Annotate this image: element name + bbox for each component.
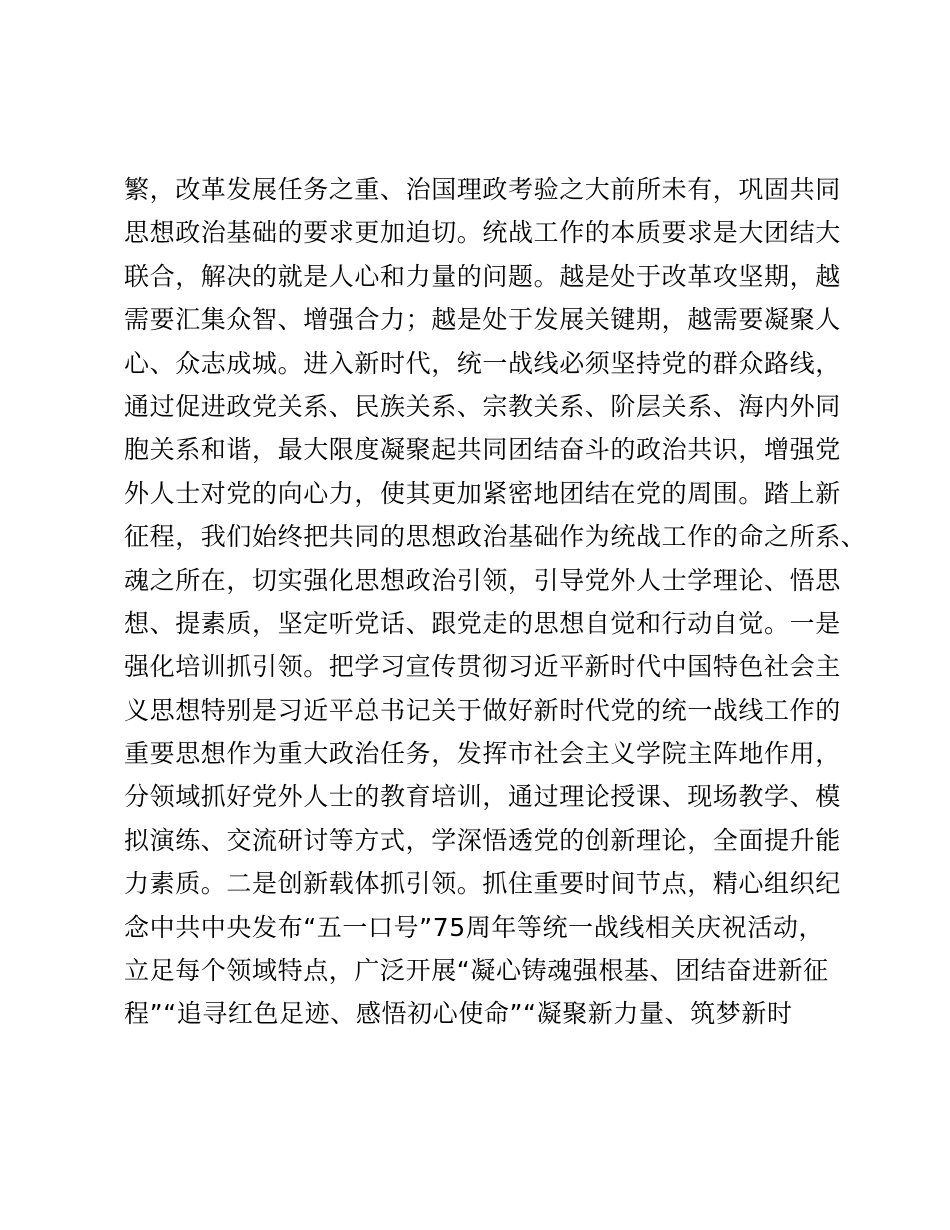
text-line: 义思想特别是习近平总书记关于做好新时代党的统一战线工作的: [124, 695, 841, 725]
text-line: 通过促进政党关系、民族关系、宗教关系、阶层关系、海内外同: [124, 391, 841, 421]
text-line: 念中共中央发布“五一口号”75周年等统一战线相关庆祝活动，: [124, 912, 825, 942]
text-line: 外人士对党的向心力，使其更加紧密地团结在党的周围。踏上新: [124, 478, 841, 508]
text-line: 强化培训抓引领。把学习宣传贯彻习近平新时代中国特色社会主: [124, 652, 841, 682]
text-line: 胞关系和谐，最大限度凝聚起共同团结奋斗的政治共识，增强党: [124, 435, 841, 465]
text-line: 力素质。二是创新载体抓引领。抓住重要时间节点，精心组织纪: [124, 869, 841, 899]
text-line: 心、众志成城。进入新时代，统一战线必须坚持党的群众路线，: [124, 348, 841, 378]
text-line: 需要汇集众智、增强合力；越是处于发展关键期，越需要凝聚人: [124, 305, 841, 335]
text-line: 分领域抓好党外人士的教育培训，通过理论授课、现场教学、模: [124, 782, 841, 812]
text-line: 程”“追寻红色足迹、感悟初心使命”“凝聚新力量、筑梦新时: [124, 999, 793, 1029]
text-line: 立足每个领域特点，广泛开展“凝心铸魂强根基、团结奋进新征: [124, 956, 829, 986]
text-line: 联合，解决的就是人心和力量的问题。越是处于改革攻坚期，越: [124, 261, 841, 291]
text-line: 想、提素质，坚定听党话、跟党走的思想自觉和行动自觉。一是: [124, 608, 841, 638]
text-line: 重要思想作为重大政治任务，发挥市社会主义学院主阵地作用，: [124, 739, 841, 769]
text-line: 征程，我们始终把共同的思想政治基础作为统战工作的命之所系、: [124, 522, 867, 552]
text-line: 思想政治基础的要求更加迫切。统战工作的本质要求是大团结大: [124, 218, 841, 248]
text-line: 魂之所在，切实强化思想政治引领，引导党外人士学理论、悟思: [124, 565, 841, 595]
text-line: 拟演练、交流研讨等方式，学深悟透党的创新理论，全面提升能: [124, 825, 841, 855]
body-text: [124, 168, 867, 1036]
text-line: 繁，改革发展任务之重、治国理政考验之大前所未有，巩固共同: [124, 175, 841, 204]
